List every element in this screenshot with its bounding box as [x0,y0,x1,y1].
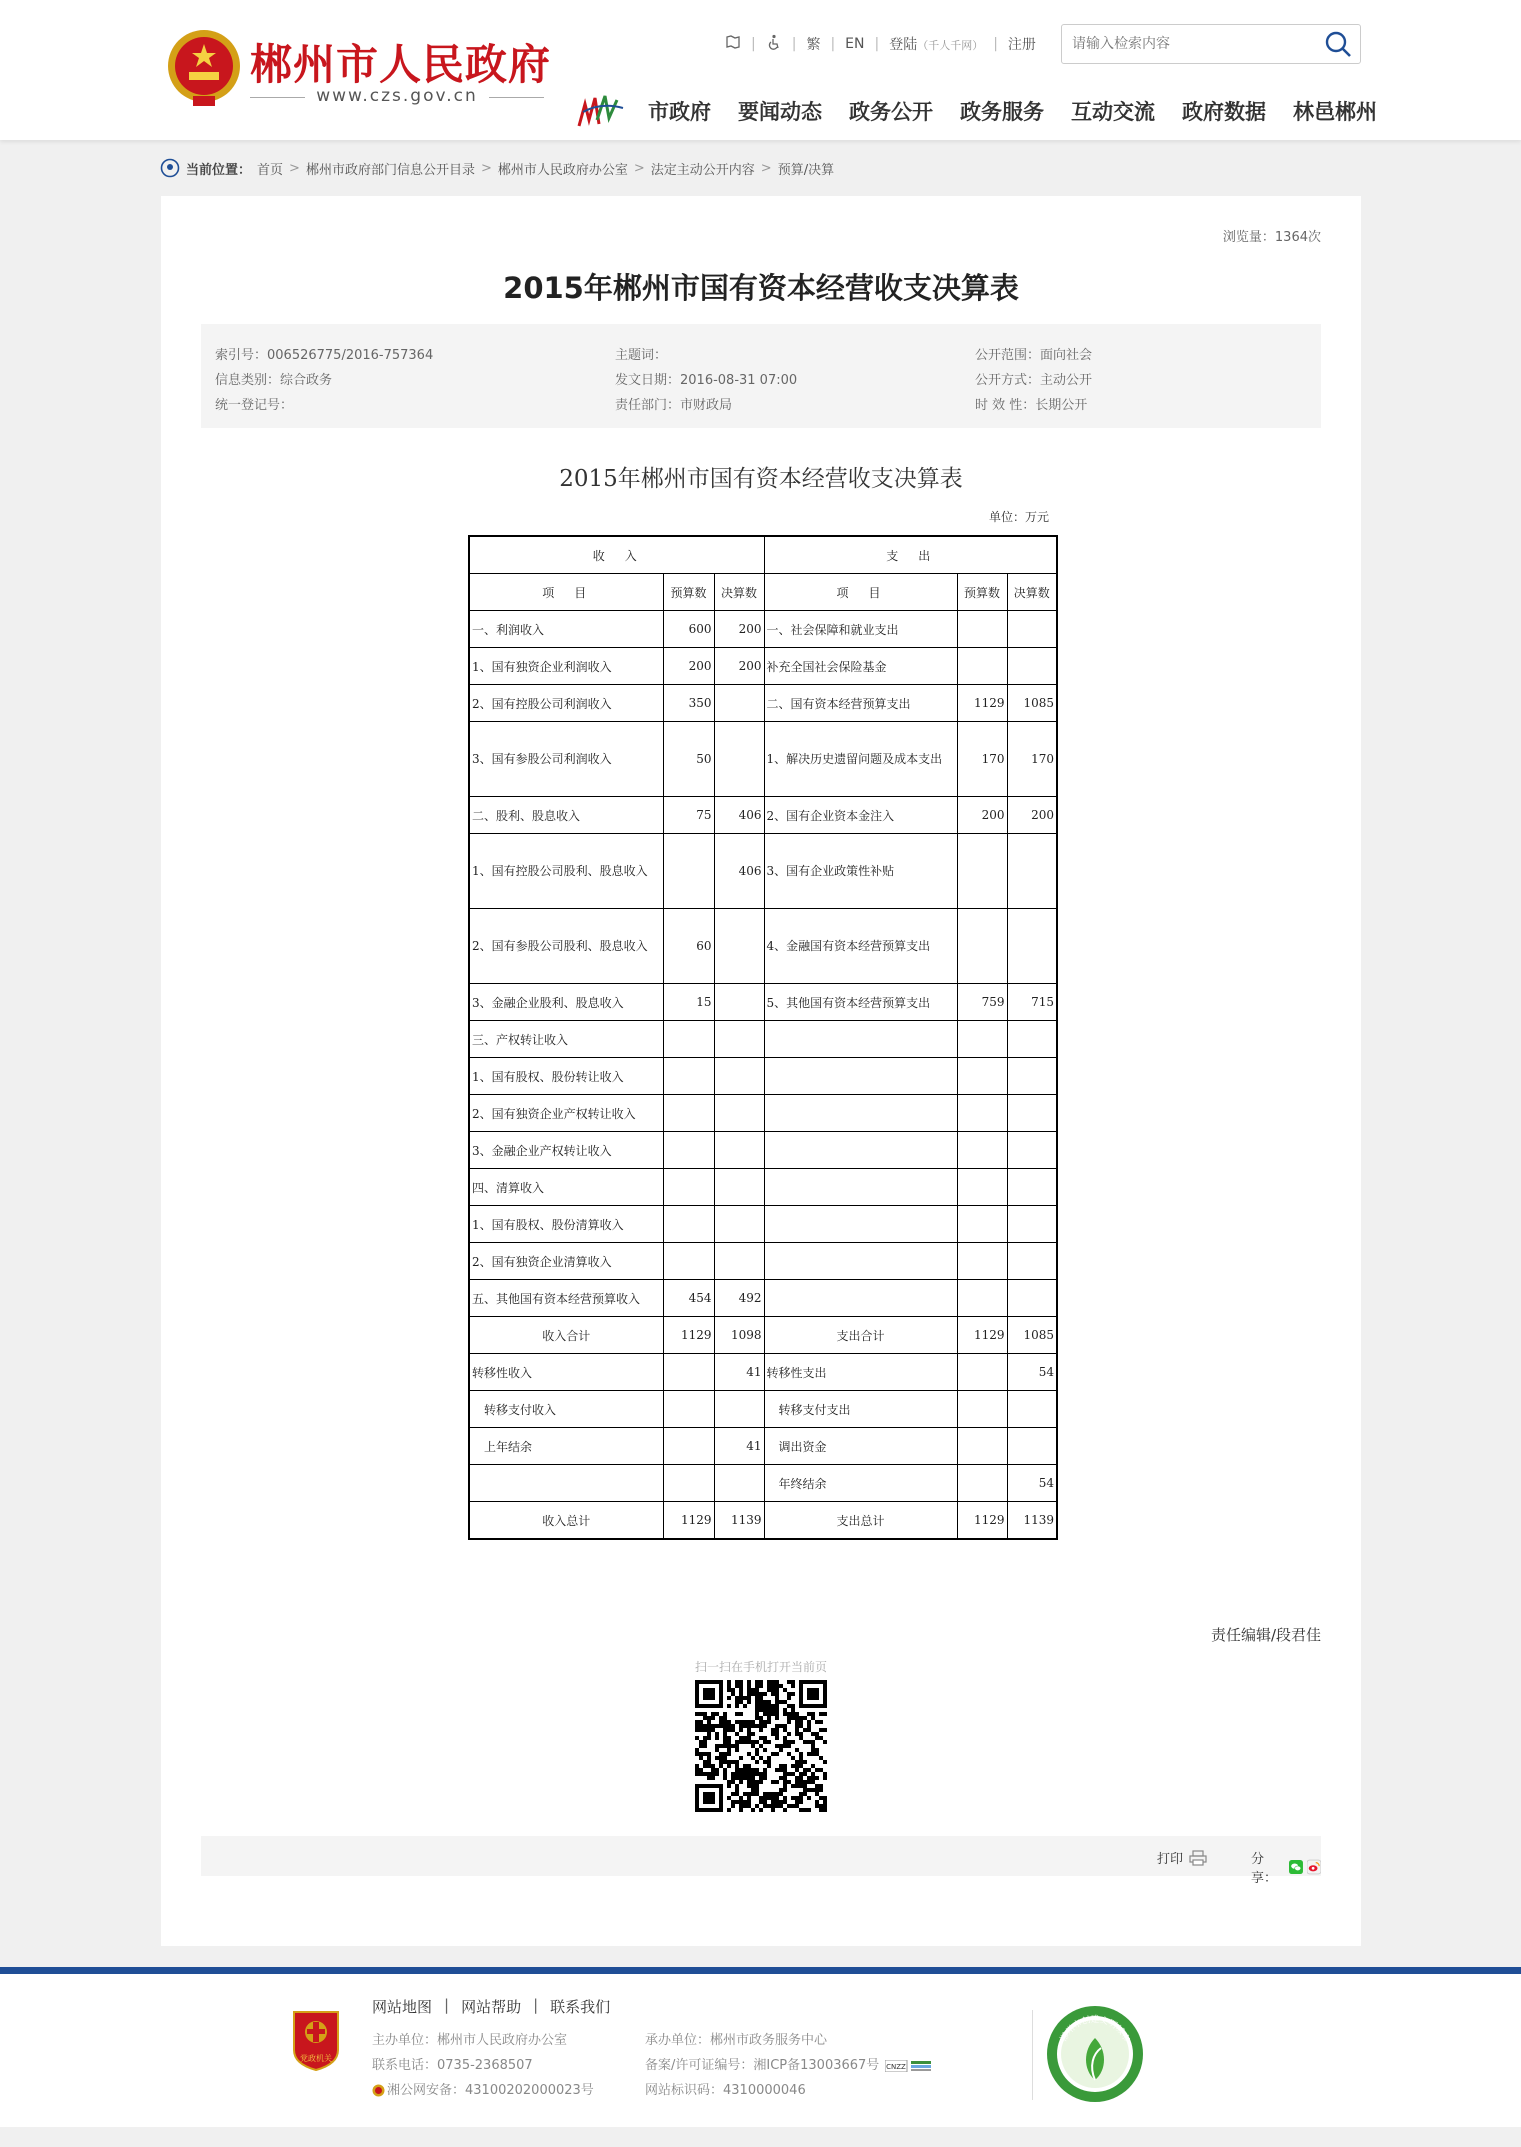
nav-logo-icon [575,90,627,132]
nav-item-gov-affairs[interactable]: 政务公开 [849,100,933,124]
expense-item-cell: 补充全国社会保险基金 [764,648,957,685]
table-row [469,797,1057,834]
expense-item-cell: 1、解决历史遗留问题及成本支出 [764,722,957,797]
article-meta [201,324,1321,428]
expense-final-cell: 54 [1007,1465,1057,1502]
login-sub-label: （千人千网） [917,39,984,52]
income-item-cell: 上年结余 [469,1428,663,1465]
expense-budget-cell: 1129 [957,1502,1007,1540]
table-row [469,1021,1057,1058]
expense-final-cell [1007,1206,1057,1243]
income-final-cell: 41 [714,1428,764,1465]
nav-item-linyi-chenzhou[interactable]: 林邑郴州 [1293,100,1377,124]
table-row [469,1243,1057,1280]
income-item-cell [469,1465,663,1502]
location-pin-icon [160,158,180,178]
income-group-header: 收 入 [469,536,764,574]
expense-budget-header: 预算数 [957,574,1007,611]
expense-budget-cell: 200 [957,797,1007,834]
search-box [1061,24,1361,64]
income-budget-cell [663,1391,714,1428]
expense-item-cell: 调出资金 [764,1428,957,1465]
expense-item-cell [764,1095,957,1132]
income-item-cell: 收入总计 [469,1502,663,1540]
expense-item-cell: 支出总计 [764,1502,957,1540]
income-budget-cell: 200 [663,648,714,685]
expense-budget-cell [957,1169,1007,1206]
expense-final-cell [1007,1280,1057,1317]
expense-final-cell: 54 [1007,1354,1057,1391]
expense-final-cell [1007,1021,1057,1058]
income-final-cell: 200 [714,648,764,685]
expense-budget-cell: 1129 [957,1317,1007,1354]
table-row [469,1391,1057,1428]
footer-separator [1032,2010,1033,2100]
income-item-cell: 2、国有控股公司利润收入 [469,685,663,722]
expense-budget-cell [957,1095,1007,1132]
expense-budget-cell [957,1465,1007,1502]
income-final-cell: 1098 [714,1317,764,1354]
income-final-cell [714,1021,764,1058]
weibo-icon[interactable] [1307,1859,1321,1875]
income-final-cell [714,1465,764,1502]
income-item-cell: 3、金融企业股利、股息收入 [469,984,663,1021]
expense-item-cell [764,1132,957,1169]
expense-budget-cell [957,1391,1007,1428]
map-icon[interactable] [725,34,741,54]
party-gov-badge-icon[interactable] [290,2010,342,2072]
income-item-cell: 2、国有独资企业产权转让收入 [469,1095,663,1132]
traditional-chinese-link[interactable]: 繁 [806,37,821,53]
income-budget-cell: 75 [663,797,714,834]
expense-budget-cell [957,1280,1007,1317]
expense-item-cell: 一、社会保障和就业支出 [764,611,957,648]
expense-final-cell: 1139 [1007,1502,1057,1540]
expense-final-cell: 170 [1007,722,1057,797]
income-item-cell: 三、产权转让收入 [469,1021,663,1058]
expense-budget-cell [957,1058,1007,1095]
footer-police-record [372,2078,594,2103]
breadcrumb-label: 当前位置： [186,162,252,178]
income-budget-cell: 1129 [663,1502,714,1540]
expense-budget-cell [957,834,1007,909]
meta-category: 信息类别：综合政务 [215,373,333,388]
expense-item-cell: 年终结余 [764,1465,957,1502]
table-row [469,1465,1057,1502]
site-footer [0,1974,1521,2127]
income-final-cell [714,984,764,1021]
expense-final-cell [1007,1428,1057,1465]
national-emblem-icon [165,26,243,110]
meta-reg-no: 统一登记号： [215,398,294,413]
income-final-cell: 41 [714,1354,764,1391]
nav-item-city-gov[interactable]: 市政府 [648,100,711,124]
footer-contact-link[interactable]: 联系我们 [550,1998,611,2016]
share-group [1251,1848,1321,1886]
login-label: 登陆 [889,37,918,53]
qr-label: 扫一扫在手机打开当前页 [694,1660,827,1674]
expense-budget-cell: 1129 [957,685,1007,722]
income-item-cell: 2、国有独资企业清算收入 [469,1243,663,1280]
share-bar [201,1836,1321,1886]
share-label: 分享： [1251,1852,1278,1886]
expense-item-cell: 转移支付支出 [764,1391,957,1428]
article-title: 2015年郴州市国有资本经营收支决算表 [503,271,1019,305]
expense-item-cell: 转移性支出 [764,1354,957,1391]
site-title[interactable]: 郴州市人民政府 [250,40,552,89]
expense-group-header: 支 出 [764,536,1057,574]
expense-item-cell [764,1280,957,1317]
expense-final-cell [1007,1243,1057,1280]
income-item-cell: 2、国有参股公司股利、股息收入 [469,909,663,984]
footer-sitemap-link[interactable]: 网站地图 [372,1998,433,2016]
english-link[interactable]: EN [845,36,865,52]
main-nav [648,96,1377,126]
unit-label: 单位：万元 [989,510,1050,524]
expense-budget-cell [957,1354,1007,1391]
income-budget-cell [663,1021,714,1058]
income-final-cell: 200 [714,611,764,648]
income-budget-cell: 15 [663,984,714,1021]
income-final-cell [714,1132,764,1169]
income-item-cell: 1、国有独资企业利润收入 [469,648,663,685]
breadcrumb: 当前位置： 首页 > 郴州市政府部门信息公开目录 > 郴州市人民政府办公室 > 法定主动公开内容 > 预算/决算 [160,158,834,178]
income-final-cell [714,1206,764,1243]
footer-links: 网站地图 | 网站帮助 | 联系我们 [372,1996,611,2016]
income-budget-cell [663,1095,714,1132]
expense-item-cell [764,1058,957,1095]
income-item-cell: 1、国有股权、股份清算收入 [469,1206,663,1243]
table-row [469,1095,1057,1132]
expense-budget-cell [957,909,1007,984]
footer-operator: 承办单位：郴州市政务服务中心 [645,2033,828,2048]
footer-info-right [645,2028,933,2103]
nav-item-gov-data[interactable]: 政府数据 [1182,100,1266,124]
table-row [469,834,1057,909]
party-badge-text: 党政机关 [300,2054,332,2063]
table-row [469,1206,1057,1243]
income-budget-cell [663,1206,714,1243]
footer-sponsor: 主办单位：郴州市人民政府办公室 [372,2033,568,2048]
footer-help-link[interactable]: 网站帮助 [461,1998,522,2016]
expense-item-cell: 4、金融国有资本经营预算支出 [764,909,957,984]
expense-final-cell [1007,1132,1057,1169]
income-item-cell: 1、国有控股公司股利、股息收入 [469,834,663,909]
expense-item-cell: 二、国有资本经营预算支出 [764,685,957,722]
utility-bar: | | 繁 | EN | 登陆（千人千网） | 注册 [725,34,1036,54]
meta-date: 发文日期：2016-08-31 07:00 [615,373,798,388]
accessibility-icon[interactable] [766,34,782,54]
income-budget-cell: 454 [663,1280,714,1317]
table-row [469,1280,1057,1317]
income-budget-cell [663,1132,714,1169]
document-title: 2015年郴州市国有资本经营收支决算表 [559,466,963,492]
income-item-cell: 收入合计 [469,1317,663,1354]
expense-budget-cell: 759 [957,984,1007,1021]
expense-budget-cell [957,648,1007,685]
income-item-cell: 一、利润收入 [469,611,663,648]
income-budget-cell: 600 [663,611,714,648]
expense-budget-cell [957,1243,1007,1280]
editor-credit: 责任编辑/段君佳 [1210,1626,1321,1644]
expense-budget-cell [957,1428,1007,1465]
expense-final-cell: 715 [1007,984,1057,1021]
income-final-cell: 406 [714,797,764,834]
expense-item-cell: 支出合计 [764,1317,957,1354]
income-budget-cell: 1129 [663,1317,714,1354]
expense-item-cell: 5、其他国有资本经营预算支出 [764,984,957,1021]
police-badge-icon [372,2084,385,2097]
table-row [469,685,1057,722]
login-link[interactable] [889,34,983,54]
meta-scope: 公开范围：面向社会 [975,348,1093,363]
income-final-cell [714,1243,764,1280]
income-budget-cell [663,1169,714,1206]
expense-item-cell [764,1243,957,1280]
income-final-cell [714,1095,764,1132]
income-budget-cell [663,1465,714,1502]
expense-budget-cell: 170 [957,722,1007,797]
expense-final-cell: 1085 [1007,1317,1057,1354]
income-item-cell: 1、国有股权、股份转让收入 [469,1058,663,1095]
site-domain: www.czs.gov.cn [250,86,544,106]
footer-phone: 联系电话：0735-2368507 [372,2058,533,2073]
table-row [469,1354,1057,1391]
breadcrumb-dept-catalog[interactable]: 郴州市政府部门信息公开目录 [305,162,475,178]
expense-final-header: 决算数 [1007,574,1057,611]
table-row [469,1169,1057,1206]
income-item-cell: 3、国有参股公司利润收入 [469,722,663,797]
income-item-cell: 二、股利、股息收入 [469,797,663,834]
income-item-cell: 转移支付收入 [469,1391,663,1428]
income-budget-cell [663,1354,714,1391]
expense-final-cell [1007,834,1057,909]
civ-badge-text: 郴州市创建文明城市 [1058,2015,1132,2044]
meta-dept: 责任部门：市财政局 [615,398,733,413]
footer-divider-bar [0,1967,1521,1974]
expense-budget-cell [957,1132,1007,1169]
expense-final-cell [1007,648,1057,685]
income-budget-cell: 350 [663,685,714,722]
expense-budget-cell [957,1021,1007,1058]
expense-final-cell [1007,1058,1057,1095]
meta-method: 公开方式：主动公开 [975,373,1093,388]
nav-item-interaction[interactable]: 互动交流 [1071,100,1155,124]
meta-subject: 主题词： [615,348,668,363]
income-budget-header: 预算数 [663,574,714,611]
svg-text:CNZZ: CNZZ [886,2062,907,2071]
table-row [469,984,1057,1021]
income-budget-cell [663,1243,714,1280]
site-header [0,0,1521,140]
expense-final-cell [1007,1391,1057,1428]
table-row [469,1428,1057,1465]
breadcrumb-statutory[interactable]: 法定主动公开内容 [650,162,755,178]
expense-final-cell [1007,909,1057,984]
print-button[interactable] [1157,1848,1207,1867]
expense-final-cell: 1085 [1007,685,1057,722]
table-row [469,1502,1057,1540]
meta-index-no: 索引号：006526775/2016-757364 [215,348,434,363]
nav-item-services[interactable]: 政务服务 [960,100,1044,124]
footer-info-left [372,2028,594,2103]
table-row [469,611,1057,648]
expense-budget-cell [957,611,1007,648]
table-row [469,648,1057,685]
footer-police-text: 湘公网安备：43100202000023号 [387,2083,594,2098]
income-budget-cell: 50 [663,722,714,797]
income-final-cell [714,909,764,984]
income-item-cell: 五、其他国有资本经营预算收入 [469,1280,663,1317]
income-final-cell: 1139 [714,1502,764,1540]
expense-final-cell: 200 [1007,797,1057,834]
table-row [469,909,1057,984]
cnzz-icon[interactable] [885,2060,933,2072]
expense-item-header: 项 目 [764,574,957,611]
table-row [469,722,1057,797]
expense-item-cell: 3、国有企业政策性补贴 [764,834,957,909]
income-budget-cell [663,1058,714,1095]
view-count: 浏览量：1364次 [1222,230,1321,245]
expense-item-cell [764,1021,957,1058]
income-final-cell [714,1391,764,1428]
wechat-icon[interactable] [1289,1859,1303,1875]
income-budget-cell: 60 [663,909,714,984]
income-item-cell: 3、金融企业产权转让收入 [469,1132,663,1169]
income-item-header: 项 目 [469,574,663,611]
article-container [161,196,1361,1946]
printer-icon [1189,1850,1207,1866]
search-input[interactable] [1070,34,1314,52]
search-icon[interactable] [1324,30,1352,58]
expense-item-cell [764,1169,957,1206]
civilized-city-badge-icon[interactable] [1045,2004,1145,2104]
income-budget-cell [663,834,714,909]
income-final-header: 决算数 [714,574,764,611]
breadcrumb-home[interactable]: 首页 [257,162,284,178]
meta-validity: 时 效 性：长期公开 [975,398,1088,413]
income-final-cell [714,1169,764,1206]
income-final-cell [714,1058,764,1095]
income-item-cell: 转移性收入 [469,1354,663,1391]
footer-site-id: 网站标识码：4310000046 [645,2083,806,2098]
income-item-cell: 四、清算收入 [469,1169,663,1206]
nav-item-news[interactable]: 要闻动态 [738,100,822,124]
income-final-cell: 406 [714,834,764,909]
expense-final-cell [1007,1169,1057,1206]
table-row [469,1058,1057,1095]
income-final-cell [714,722,764,797]
table-row [469,1132,1057,1169]
budget-table [468,535,1058,1540]
footer-icp [645,2053,933,2078]
expense-item-cell [764,1206,957,1243]
breadcrumb-gov-office[interactable]: 郴州市人民政府办公室 [497,162,628,178]
income-final-cell [714,685,764,722]
expense-final-cell [1007,1095,1057,1132]
table-row [469,1317,1057,1354]
expense-budget-cell [957,1206,1007,1243]
income-budget-cell [663,1428,714,1465]
income-final-cell: 492 [714,1280,764,1317]
register-link[interactable]: 注册 [1007,37,1036,53]
expense-final-cell [1007,611,1057,648]
print-label: 打印 [1157,1852,1184,1867]
qr-code-icon [695,1680,827,1812]
breadcrumb-budget[interactable]: 预算/决算 [777,162,835,178]
expense-item-cell: 2、国有企业资本金注入 [764,797,957,834]
footer-icp-text: 备案/许可证编号：湘ICP备13003667号 [645,2058,880,2073]
